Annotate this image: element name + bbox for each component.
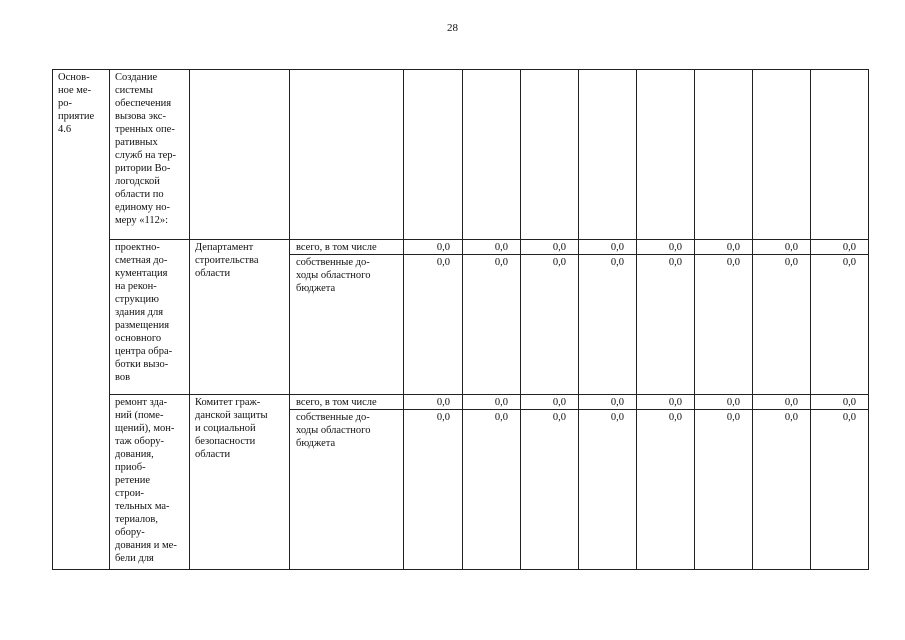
value-cell: 0,0 — [637, 410, 695, 570]
event-value-cell — [463, 70, 521, 240]
event-row — [53, 70, 869, 240]
executor-cell: Комитет граж- данской защиты и социальной безопасности области — [190, 395, 290, 570]
value-cell: 0,0 — [637, 395, 695, 410]
activity-cell: проектно- сметная до- кументация на рекон- струкцию здания для размещения основного центра обра- ботки вызо- вов — [110, 240, 190, 395]
value-cell: 0,0 — [404, 410, 463, 570]
value-cell: 0,0 — [811, 255, 869, 395]
value-cell: 0,0 — [521, 395, 579, 410]
value-cell: 0,0 — [695, 395, 753, 410]
event-executor-cell — [190, 70, 290, 240]
event-value-cell — [753, 70, 811, 240]
value-cell: 0,0 — [463, 410, 521, 570]
value-cell: 0,0 — [404, 240, 463, 255]
value-cell: 0,0 — [579, 410, 637, 570]
value-cell: 0,0 — [579, 255, 637, 395]
value-cell: 0,0 — [579, 395, 637, 410]
value-cell: 0,0 — [521, 410, 579, 570]
value-cell: 0,0 — [463, 395, 521, 410]
event-value-cell — [637, 70, 695, 240]
activity-cell: ремонт зда- ний (поме- щений), мон- таж обору- дования, приоб- ретение строи- тельных ма- териалов, обору- дования и ме- бели для — [110, 395, 190, 570]
funding-source-total: всего, в том числе — [290, 240, 404, 255]
table-row — [53, 395, 869, 410]
value-cell: 0,0 — [521, 240, 579, 255]
event-value-cell — [579, 70, 637, 240]
event-value-cell — [404, 70, 463, 240]
event-value-cell — [521, 70, 579, 240]
value-cell: 0,0 — [521, 255, 579, 395]
value-cell: 0,0 — [695, 255, 753, 395]
page-number: 28 — [447, 22, 458, 34]
table-row — [53, 240, 869, 255]
value-cell: 0,0 — [753, 410, 811, 570]
value-cell: 0,0 — [753, 255, 811, 395]
value-cell: 0,0 — [463, 240, 521, 255]
event-source-cell — [290, 70, 404, 240]
value-cell: 0,0 — [637, 240, 695, 255]
event-code: Основ- ное ме- ро- приятие 4.6 — [53, 70, 110, 570]
event-value-cell — [695, 70, 753, 240]
executor-cell: Департамент строительства области — [190, 240, 290, 395]
funding-source-own: собственные до- ходы областного бюджета — [290, 255, 404, 395]
value-cell: 0,0 — [695, 410, 753, 570]
value-cell: 0,0 — [753, 395, 811, 410]
event-value-cell — [811, 70, 869, 240]
value-cell: 0,0 — [695, 240, 753, 255]
value-cell: 0,0 — [753, 240, 811, 255]
value-cell: 0,0 — [404, 395, 463, 410]
program-table — [52, 69, 869, 570]
value-cell: 0,0 — [811, 240, 869, 255]
value-cell: 0,0 — [579, 240, 637, 255]
value-cell: 0,0 — [404, 255, 463, 395]
funding-source-own: собственные до- ходы областного бюджета — [290, 410, 404, 570]
value-cell: 0,0 — [811, 395, 869, 410]
value-cell: 0,0 — [811, 410, 869, 570]
value-cell: 0,0 — [637, 255, 695, 395]
event-title: Создание системы обеспечения вызова экс- тренных опе- ративных служб на тер- ритории Во- логодской области по единому но- меру «112»: — [110, 70, 190, 240]
value-cell: 0,0 — [463, 255, 521, 395]
funding-source-total: всего, в том числе — [290, 395, 404, 410]
